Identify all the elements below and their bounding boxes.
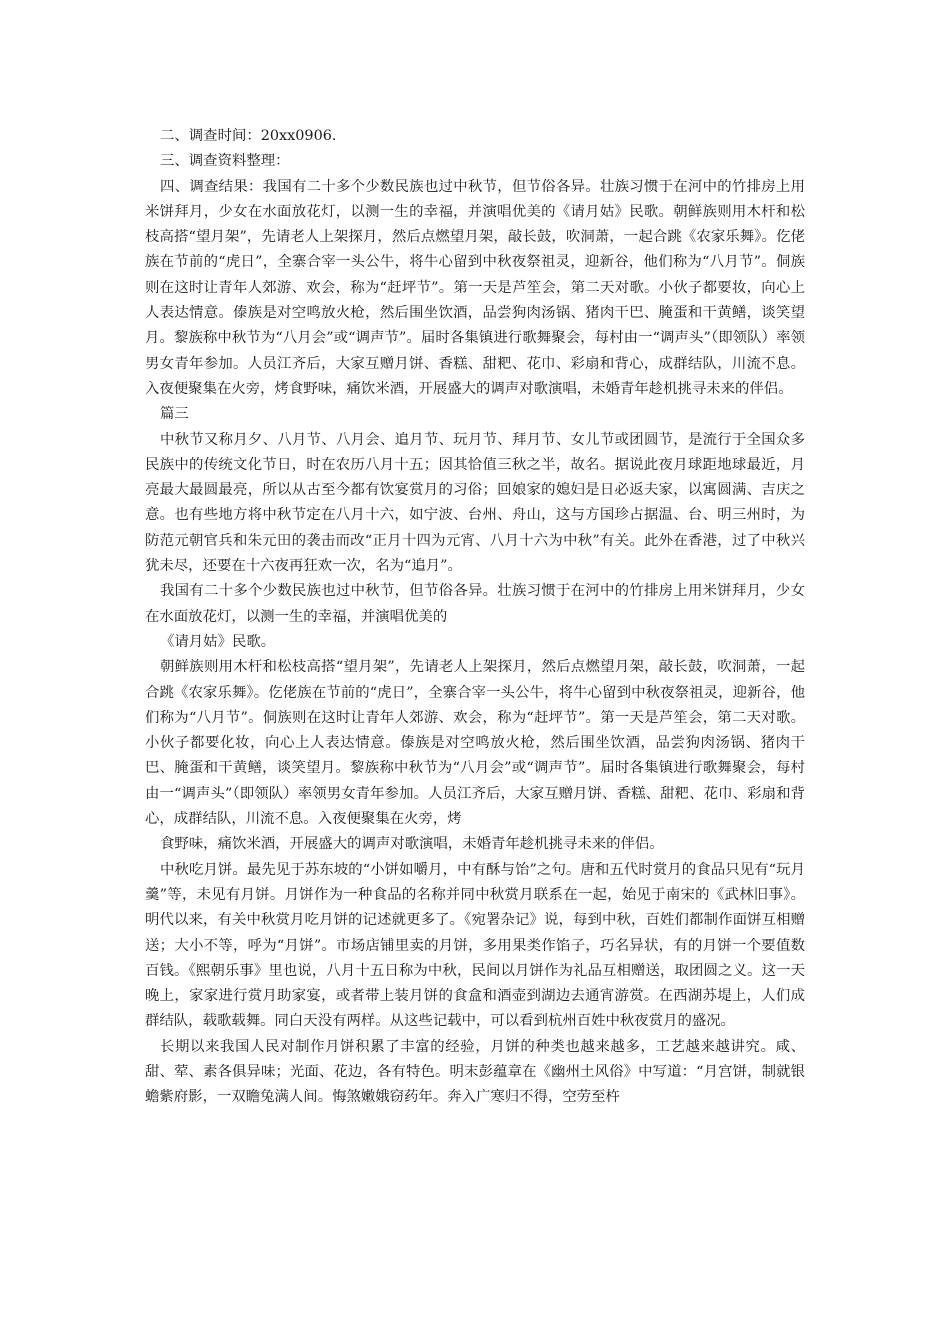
paragraph-survey-results: 四、调查结果：我国有二十多个少数民族也过中秋节，但节俗各异。壮族习惯于在河中的竹排房上用米饼拜月，少女在水面放花灯，以测一生的幸福，并演唱优美的《请月姑》民歌。朝鲜族则用木杆和松枝高搭“望月架”，先请老人上架探月，然后点燃望月架，敲长鼓，吹洞萧，一起合跳《农家乐舞》。仡佬族在节前的“虎日”，全寨合宰一头公牛，将牛心留到中秋夜祭祖灵，迎新谷，他们称为“八月节”。侗族则在这时让青年人郊游、欢会，称为“赶坪节”。第一天是芦笙会，第二天对歌。小伙子都要妆，向心上人表达情意。傣族是对空鸣放火枪，然后围坐饮酒，品尝狗肉汤锅、猪肉干巴、腌蛋和干黄鳝，谈笑望月。黎族称中秋节为“八月会”或“调声节”。届时各集镇进行歌舞聚会，每村由一“调声头”（即领队）率领男女青年参加。人员江齐后，大家互赠月饼、香糕、甜粑、花巾、彩扇和背心，成群结队，川流不息。入夜便聚集在火旁，烤食野味，痛饮米酒，开展盛大的调声对歌演唱，未婚青年趁机挑寻未来的伴侣。 xyxy=(145,178,805,397)
section-heading: 篇三 xyxy=(160,406,189,423)
paragraph-mid-autumn-intro: 中秋节又称月夕、八月节、八月会、追月节、玩月节、拜月节、女儿节或团圆节，是流行于全国众多民族中的传统文化节日，时在农历八月十五；因其恰值三秋之半，故名。据说此夜月球距地球最近，月亮最大最圆最亮，所以从古至今都有饮宴赏月的习俗；回娘家的媳妇是日必返夫家，以寓圆满、吉庆之意。也有些地方将中秋节定在八月十六，如宁波、台州、舟山，这与方国珍占据温、台、明三州时，为防范元朝官兵和朱元田的袭击而改“正月十四为元宵、八月十六为中秋”有关。此外在香港，过了中秋兴犹未尽，还要在十六夜再狂欢一次，名为“追月”。 xyxy=(145,431,805,575)
paragraph-mooncake-history: 中秋吃月饼。最先见于苏东坡的“小饼如嚼月，中有酥与饴”之句。唐和五代时赏月的食品只见有“玩月羹”等，未见有月饼。月饼作为一种食品的名称并同中秋赏月联系在一起，始见于南宋的《武林旧事》。明代以来，有关中秋赏月吃月饼的记述就更多了。《宛署杂记》说，每到中秋，百姓们都制作面饼互相赠送；大小不等，呼为“月饼”。市场店铺里卖的月饼，多用果类作馅子，巧名异状，有的月饼一个要值数百钱。《熙朝乐事》里也说，八月十五日称为中秋，民间以月饼作为礼品互相赠送，取团圆之义。这一天晚上，家家进行赏月助家宴，或者带上装月饼的食盒和酒壶到湖边去通宵游赏。在西湖苏堤上，人们成群结队，载歌载舞。同白天没有两样。从这些记载中，可以看到杭州百姓中秋夜赏月的盛况。 xyxy=(145,861,805,1030)
paragraph-mooncake-craft: 长期以来我国人民对制作月饼积累了丰富的经验，月饼的种类也越来越多，工艺越来越讲究。咸、甜、荤、素各俱异味；光面、花边，各有特色。明末彭蕴章在《幽州土风俗》中写道：“月宫饼，制就银蟾紫府影，一双瞻兔满人间。悔煞嫩娥窃药年。奔入广寒归不得，空劳至杵 xyxy=(145,1038,805,1106)
paragraph-song-title: 《请月姑》民歌。 xyxy=(160,633,276,650)
paragraph-ethnic-customs: 朝鲜族则用木杆和松枝高搭“望月架”，先请老人上架探月，然后点燃望月架，敲长鼓，吹洞萧，一起合跳《农家乐舞》。仡佬族在节前的“虎日”，全寨合宰一头公牛，将牛心留到中秋夜祭祖灵，迎新谷，他们称为“八月节”。侗族则在这时让青年人郊游、欢会，称为“赶坪节”。第一天是芦笙会，第二天对歌。小伙子都要化妆，向心上人表达情意。傣族是对空鸣放火枪，然后围坐饮酒，品尝狗肉汤锅、猪肉干巴、腌蛋和干黄鳝，谈笑望月。黎族称中秋节为“八月会”或“调声节”。届时各集镇进行歌舞聚会，每村由一“调声头”（即领队）率领男女青年参加。人员江齐后，大家互赠月饼、香糕、甜粑、花巾、彩扇和背心，成群结队，川流不息。入夜便聚集在火旁，烤 xyxy=(145,659,805,828)
paragraph-data-arrangement: 三、调查资料整理： xyxy=(160,153,290,170)
paragraph-ethnic-customs-continued: 食野味，痛饮米酒，开展盛大的调声对歌演唱，未婚青年趁机挑寻未来的伴侣。 xyxy=(160,836,664,853)
document-page xyxy=(145,124,805,1111)
paragraph-minority-festivals: 我国有二十多个少数民族也过中秋节，但节俗各异。壮族习惯于在河中的竹排房上用米饼拜月，少女在水面放花灯，以测一生的幸福，并演唱优美的 xyxy=(145,583,805,625)
paragraph-survey-time: 二、调查时间：20xx0906. xyxy=(160,128,337,144)
